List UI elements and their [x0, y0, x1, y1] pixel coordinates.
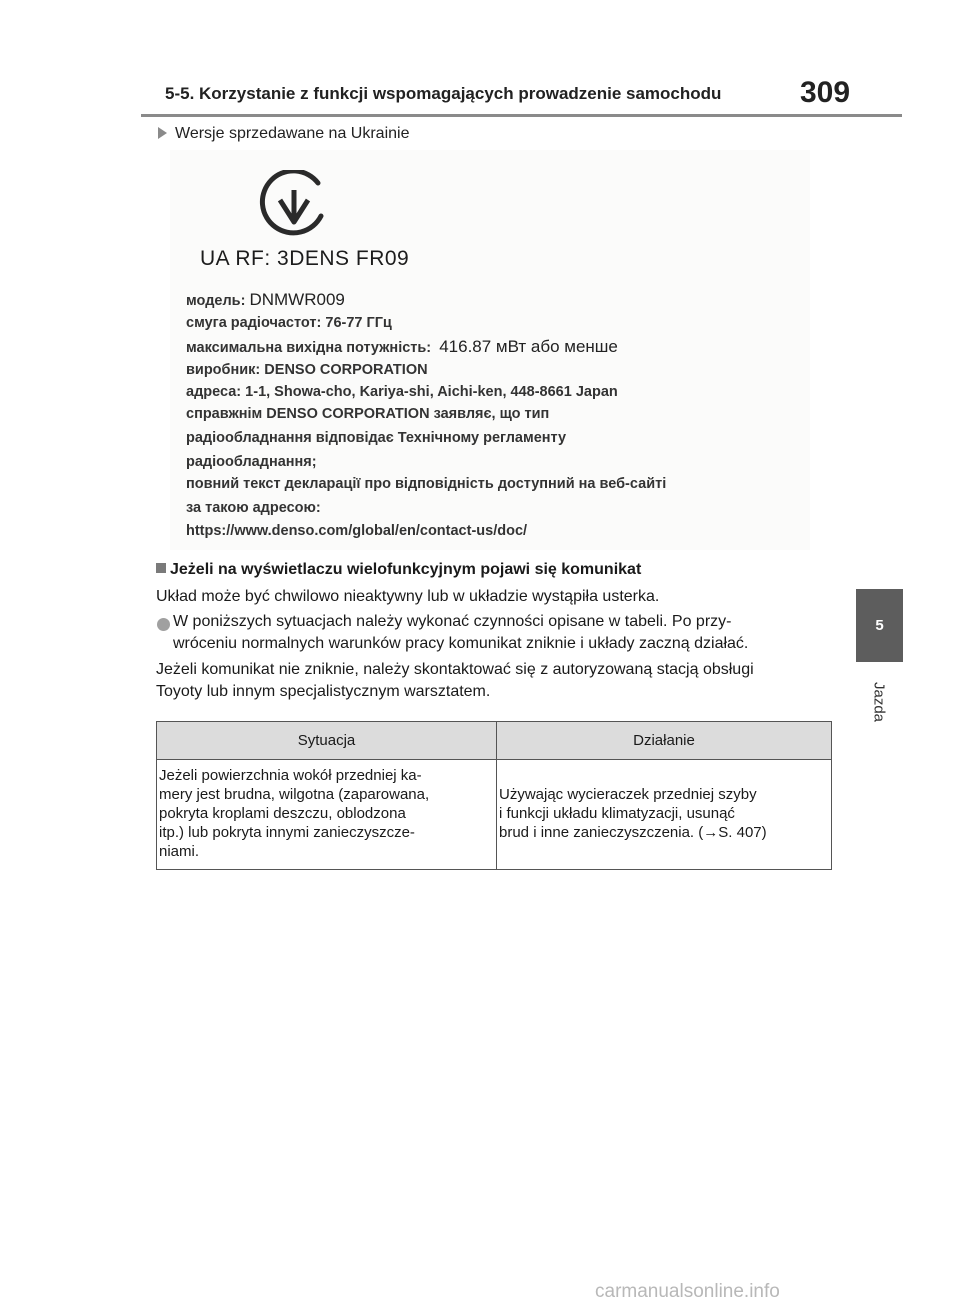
decl-model — [186, 290, 345, 310]
power-value: 416.87 мВт або менше — [439, 337, 618, 356]
intro-text: Wersje sprzedawane na Ukrainie — [175, 125, 410, 142]
column-header-situation: Sytuacja — [157, 722, 497, 760]
address-label: адреса: — [186, 384, 242, 400]
address-value: 1-1, Showa-cho, Kariya-shi, Aichi-ken, 448-8661 Japan — [245, 384, 618, 400]
paragraph-2-line-2: Toyoty lub innym specjalistycznym warsztatem. — [156, 683, 491, 700]
header-rule — [141, 114, 902, 117]
section-heading — [156, 561, 641, 579]
intro-line — [156, 125, 409, 143]
decl-band — [186, 315, 392, 331]
band-value: 76-77 ГГц — [325, 315, 392, 331]
model-label: модель: — [186, 293, 246, 309]
section-heading-text: Jeżeli na wyświetlaczu wielofunkcyjnym pojawi się komunikat — [170, 561, 642, 578]
decl-address — [186, 384, 618, 400]
watermark: carmanualsonline.info — [595, 1281, 780, 1302]
decl-maker — [186, 362, 428, 378]
info-table — [156, 721, 832, 870]
round-bullet-icon — [157, 618, 170, 631]
column-header-action: Działanie — [497, 722, 832, 760]
decl-url: https://www.denso.com/global/en/contact-us/doc/ — [186, 523, 528, 539]
arrow-right-icon: → — [703, 824, 719, 841]
chapter-label — [860, 672, 898, 732]
bullet-text-1: W poniższych sytuacjach należy wykonać czynności opisane w tabeli. Po przy- — [173, 613, 732, 630]
cell-situation — [157, 760, 497, 870]
header-title: 5-5. Korzystanie z funkcji wspomagających prowadzenie samochodu — [165, 84, 722, 103]
decl-line-8: радіообладнання; — [186, 454, 317, 470]
situation-line: niami. — [159, 843, 200, 860]
ua-rf-code: UA RF: 3DENS FR09 — [200, 247, 410, 270]
chapter-label-text: Jazda — [870, 681, 888, 723]
decl-line-10: за такою адресою: — [186, 500, 321, 516]
situation-line: pokryta kroplami deszczu, oblodzona — [159, 805, 406, 822]
triangle-bullet-icon — [158, 127, 167, 139]
decl-line-6: справжнім DENSO CORPORATION заявляє, що тип — [186, 406, 550, 422]
situation-line: itp.) lub pokryta innymi zanieczyszcze- — [159, 824, 415, 841]
ukrainian-conformity-mark-icon — [258, 170, 330, 242]
table-header-row — [157, 722, 832, 760]
maker-label: виробник: — [186, 362, 261, 378]
cell-action — [497, 760, 832, 870]
chapter-tab[interactable]: 5 — [856, 589, 903, 662]
model-value: DNMWR009 — [249, 290, 345, 309]
bullet-text-2: wróceniu normalnych warunków pracy komunikat zniknie i układy zaczną działać. — [173, 635, 749, 652]
action-text: brud i inne zanieczyszczenia. ( — [499, 824, 704, 841]
situation-line: mery jest brudna, wilgotna (zaparowana, — [159, 786, 430, 803]
paragraph-1: Układ może być chwilowo nieaktywny lub w układzie wystąpiła usterka. — [156, 588, 660, 605]
paragraph-2-line-1: Jeżeli komunikat nie zniknie, należy skontaktować się z autoryzowaną stacją obsługi — [156, 661, 754, 678]
action-line: i funkcji układu klimatyzacji, usunąć — [499, 805, 735, 822]
table-row — [157, 760, 832, 870]
power-label: максимальна вихідна потужність: — [186, 340, 432, 356]
action-line — [499, 823, 829, 842]
square-bullet-icon — [156, 563, 166, 573]
situation-line: Jeżeli powierzchnia wokół przedniej ka- — [159, 767, 422, 784]
page-number: 309 — [800, 76, 851, 109]
maker-value: DENSO CORPORATION — [264, 362, 428, 378]
decl-line-7: радіообладнання відповідає Технічному регламенту — [186, 430, 567, 446]
decl-line-9: повний текст декларації про відповідність доступний на веб-сайті — [186, 476, 667, 492]
decl-power — [186, 337, 618, 357]
page-reference-link[interactable]: S. 407) — [718, 824, 767, 841]
band-label: смуга радіочастот: — [186, 315, 322, 331]
action-line: Używając wycieraczek przedniej szyby — [499, 786, 757, 803]
